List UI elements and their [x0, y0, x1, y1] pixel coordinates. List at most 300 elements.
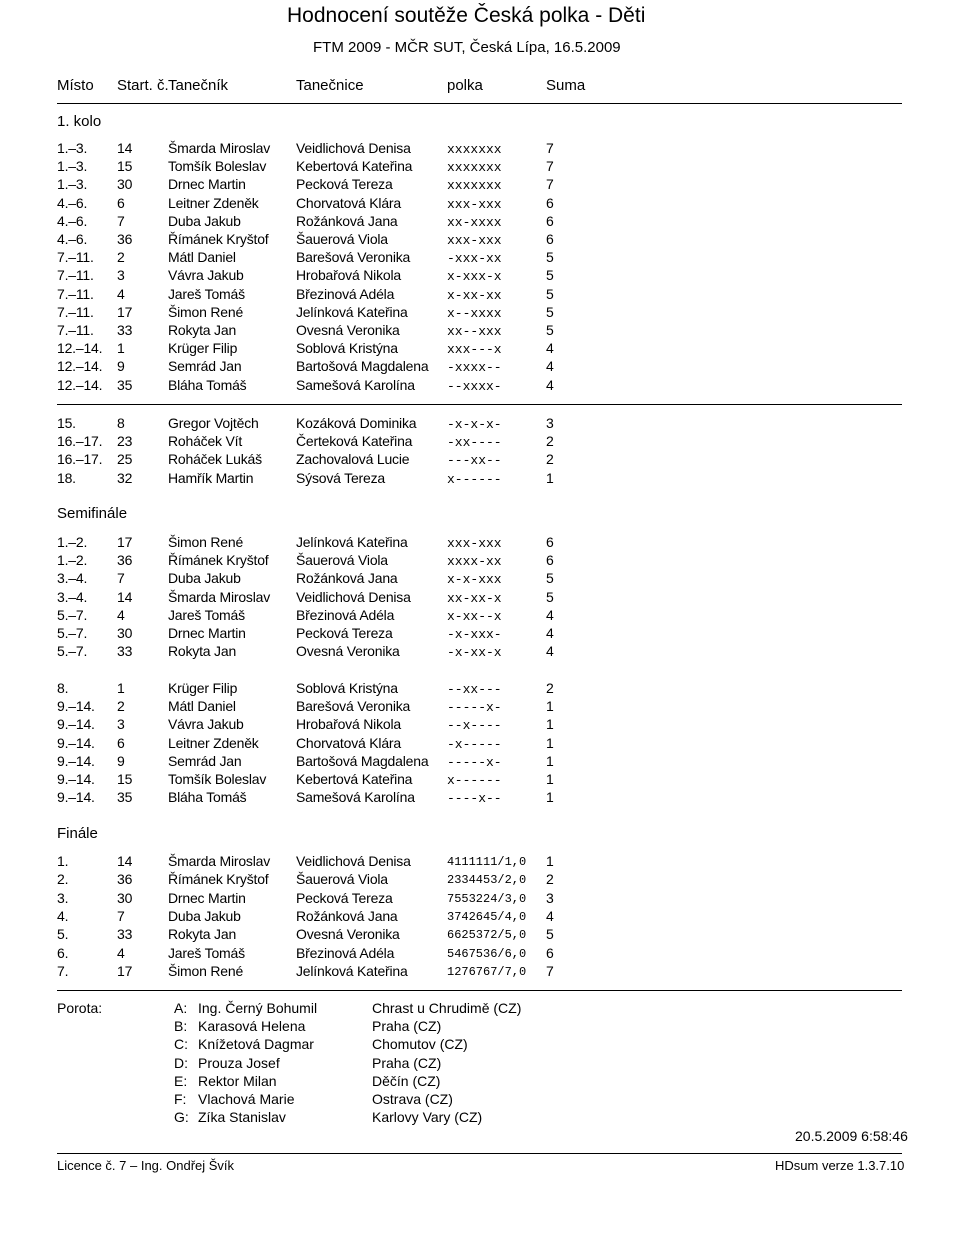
row-marks: --xxxx-	[447, 378, 502, 394]
row-place: 8.	[57, 680, 69, 696]
row-partner: Čerteková Kateřina	[296, 433, 413, 450]
row-start-number: 36	[117, 871, 133, 888]
row-sum: 7	[546, 962, 554, 979]
row-marks: -x-xxx-	[447, 627, 502, 642]
row-place: 1.–3.	[57, 158, 88, 175]
row-place: 7.–11.	[57, 267, 94, 284]
table-row	[0, 890, 960, 908]
judge-letter: C:	[174, 1036, 188, 1053]
row-dancer: Tomšík Boleslav	[168, 771, 267, 787]
row-sum: 7	[546, 140, 554, 156]
row-place: 9.–14.	[57, 789, 95, 806]
row-partner: Kozáková Dominika	[296, 415, 417, 431]
row-marks: --xx---	[447, 682, 502, 697]
table-row	[0, 680, 960, 698]
table-row	[0, 377, 960, 395]
row-sum: 1	[546, 789, 554, 806]
row-partner: Březinová Adéla	[296, 606, 395, 623]
row-sum: 4	[546, 340, 554, 357]
row-dancer: Hamřík Martin	[168, 469, 254, 486]
row-sum: 1	[546, 698, 554, 715]
row-start-number: 30	[117, 889, 133, 906]
row-start-number: 32	[117, 469, 133, 486]
row-dancer: Římánek Kryštof	[168, 552, 269, 569]
row-marks: -x-xx-x	[447, 645, 502, 661]
row-start-number: 25	[117, 451, 133, 468]
row-dancer: Duba Jakub	[168, 907, 241, 924]
judge-row	[0, 1055, 960, 1073]
row-partner: Kebertová Kateřina	[296, 771, 413, 787]
row-sum: 6	[546, 552, 554, 569]
row-sum: 2	[546, 433, 554, 450]
header-sum: Suma	[546, 77, 586, 94]
judge-name: Zíka Stanislav	[198, 1109, 286, 1126]
row-start-number: 9	[117, 358, 125, 375]
section-round1-label: 1. kolo	[57, 113, 102, 130]
table-row	[0, 195, 960, 213]
row-marks: --x----	[447, 718, 502, 734]
row-dancer: Šmarda Miroslav	[168, 853, 271, 869]
footer-version: HDsum verze 1.3.7.10	[775, 1158, 905, 1173]
row-dancer: Krüger Filip	[168, 340, 238, 357]
row-sum: 1	[546, 734, 554, 751]
row-partner: Ovesná Veronika	[296, 322, 400, 338]
judge-name: Knížetová Dagmar	[198, 1036, 314, 1053]
row-place: 7.–11.	[57, 249, 94, 266]
table-row	[0, 286, 960, 304]
table-row	[0, 340, 960, 358]
row-start-number: 14	[117, 853, 133, 869]
row-dancer: Římánek Kryštof	[168, 871, 269, 888]
row-place: 5.–7.	[57, 606, 88, 623]
judge-club: Praha (CZ)	[372, 1054, 442, 1071]
row-partner: Jelínková Kateřina	[296, 962, 408, 979]
row-sum: 5	[546, 249, 554, 266]
row-partner: Veidlichová Denisa	[296, 853, 411, 869]
row-marks: 2334453/2,0	[447, 873, 527, 888]
row-partner: Sýsová Tereza	[296, 469, 385, 486]
row-partner: Soblová Kristýna	[296, 340, 398, 357]
row-marks: x------	[447, 471, 502, 487]
table-row	[0, 735, 960, 753]
row-sum: 5	[546, 588, 554, 605]
row-marks: 5467536/6,0	[447, 946, 527, 961]
row-place: 9.–14.	[57, 771, 95, 787]
row-partner: Veidlichová Denisa	[296, 140, 411, 156]
row-dancer: Gregor Vojtěch	[168, 415, 259, 431]
row-dancer: Jareš Tomáš	[168, 606, 245, 623]
table-row	[0, 267, 960, 285]
judge-club: Ostrava (CZ)	[372, 1091, 453, 1107]
row-start-number: 35	[117, 376, 133, 393]
row-dancer: Mátl Daniel	[168, 249, 236, 266]
row-dancer: Duba Jakub	[168, 570, 241, 587]
table-row	[0, 853, 960, 871]
row-place: 1.	[57, 853, 69, 869]
table-row	[0, 589, 960, 607]
table-row	[0, 963, 960, 981]
table-row	[0, 926, 960, 944]
row-place: 7.–11.	[57, 303, 94, 320]
row-sum: 2	[546, 871, 554, 888]
row-place: 1.–3.	[57, 176, 88, 193]
table-row	[0, 433, 960, 451]
row-place: 12.–14.	[57, 376, 103, 393]
row-place: 3.–4.	[57, 570, 88, 587]
row-sum: 4	[546, 907, 554, 924]
row-sum: 4	[546, 643, 554, 660]
row-sum: 1	[546, 469, 554, 486]
row-marks: xxxxxxx	[447, 142, 502, 157]
row-start-number: 4	[117, 606, 125, 623]
row-start-number: 7	[117, 907, 125, 924]
judge-row	[0, 1018, 960, 1036]
row-start-number: 8	[117, 415, 125, 431]
row-start-number: 35	[117, 789, 133, 806]
row-marks: xxx-xxx	[447, 233, 502, 248]
row-start-number: 30	[117, 625, 133, 641]
row-marks: xx--xxx	[447, 324, 502, 339]
row-sum: 6	[546, 534, 554, 550]
row-place: 5.–7.	[57, 625, 88, 641]
judge-name: Vlachová Marie	[198, 1091, 295, 1107]
row-marks: x------	[447, 773, 502, 788]
row-partner: Hrobařová Nikola	[296, 716, 401, 733]
row-sum: 6	[546, 944, 554, 961]
row-sum: 7	[546, 158, 554, 175]
row-dancer: Šimon René	[168, 303, 244, 320]
row-place: 1.–3.	[57, 140, 88, 156]
row-marks: -xx----	[447, 435, 502, 451]
row-sum: 6	[546, 194, 554, 211]
row-start-number: 2	[117, 249, 125, 266]
row-marks: xxx-xxx	[447, 536, 502, 551]
row-dancer: Bláha Tomáš	[168, 789, 247, 806]
row-partner: Šauerová Viola	[296, 871, 388, 888]
row-sum: 1	[546, 853, 554, 869]
row-dancer: Leitner Zdeněk	[168, 734, 259, 751]
row-marks: xx-xxxx	[447, 214, 502, 230]
row-place: 3.–4.	[57, 588, 88, 605]
row-marks: x-x-xxx	[447, 572, 502, 588]
row-start-number: 33	[117, 926, 133, 943]
judge-club: Chomutov (CZ)	[372, 1036, 468, 1053]
row-sum: 5	[546, 303, 554, 320]
row-place: 3.	[57, 889, 69, 906]
row-sum: 5	[546, 267, 554, 284]
row-partner: Rožánková Jana	[296, 907, 398, 924]
row-start-number: 33	[117, 322, 133, 338]
row-dancer: Semrád Jan	[168, 358, 242, 375]
row-partner: Bartošová Magdalena	[296, 358, 429, 375]
row-partner: Šauerová Viola	[296, 552, 388, 569]
table-row	[0, 771, 960, 789]
row-start-number: 17	[117, 534, 133, 550]
judge-name: Rektor Milan	[198, 1072, 277, 1089]
row-start-number: 7	[117, 212, 125, 229]
row-partner: Samešová Karolína	[296, 376, 415, 393]
row-partner: Chorvatová Klára	[296, 734, 401, 751]
row-start-number: 9	[117, 752, 125, 769]
row-sum: 1	[546, 752, 554, 769]
row-dancer: Šimon René	[168, 534, 244, 550]
row-marks: 7553224/3,0	[447, 891, 527, 906]
row-marks: xx-xx-x	[447, 590, 502, 606]
judge-letter: B:	[174, 1018, 188, 1035]
row-partner: Ovesná Veronika	[296, 643, 400, 660]
row-partner: Soblová Kristýna	[296, 680, 398, 696]
row-place: 4.	[57, 907, 69, 924]
row-marks: 4111111/1,0	[447, 855, 527, 869]
judge-name: Ing. Černý Bohumil	[198, 1000, 318, 1016]
row-start-number: 14	[117, 588, 133, 605]
row-start-number: 23	[117, 433, 133, 450]
row-partner: Pecková Tereza	[296, 176, 393, 193]
table-row	[0, 358, 960, 376]
judges-label: Porota:	[57, 1000, 103, 1016]
row-sum: 5	[546, 926, 554, 943]
row-start-number: 2	[117, 698, 125, 715]
row-dancer: Drnec Martin	[168, 176, 246, 193]
table-row	[0, 698, 960, 716]
row-start-number: 15	[117, 771, 133, 787]
table-row	[0, 415, 960, 433]
table-row	[0, 871, 960, 889]
header-start: Start. č.	[117, 77, 169, 94]
row-place: 2.	[57, 871, 69, 888]
row-sum: 6	[546, 231, 554, 247]
row-dancer: Bláha Tomáš	[168, 376, 247, 393]
row-partner: Březinová Adéla	[296, 285, 395, 302]
row-place: 4.–6.	[57, 194, 88, 211]
row-place: 15.	[57, 415, 76, 431]
row-dancer: Rokyta Jan	[168, 926, 237, 943]
table-row	[0, 789, 960, 807]
judge-name: Karasová Helena	[198, 1018, 306, 1035]
row-sum: 6	[546, 212, 554, 229]
row-marks: x-xxx-x	[447, 269, 502, 285]
row-dancer: Šmarda Miroslav	[168, 140, 271, 156]
row-sum: 4	[546, 376, 554, 393]
table-row	[0, 176, 960, 194]
row-dancer: Šmarda Miroslav	[168, 588, 271, 605]
row-sum: 1	[546, 716, 554, 733]
row-place: 7.–11.	[57, 322, 94, 338]
row-dancer: Drnec Martin	[168, 889, 246, 906]
row-start-number: 1	[117, 340, 125, 357]
row-sum: 5	[546, 570, 554, 587]
table-row	[0, 322, 960, 340]
row-partner: Rožánková Jana	[296, 570, 398, 587]
row-sum: 3	[546, 889, 554, 906]
table-row	[0, 607, 960, 625]
row-dancer: Jareš Tomáš	[168, 944, 245, 961]
row-place: 9.–14.	[57, 716, 95, 733]
row-start-number: 17	[117, 303, 133, 320]
judge-club: Praha (CZ)	[372, 1018, 442, 1035]
row-sum: 4	[546, 358, 554, 375]
table-row	[0, 625, 960, 643]
table-row	[0, 552, 960, 570]
judge-row	[0, 1073, 960, 1091]
judge-letter: A:	[174, 1000, 188, 1016]
row-place: 9.–14.	[57, 698, 95, 715]
row-marks: xxxxxxx	[447, 178, 502, 194]
footer-license: Licence č. 7 – Ing. Ondřej Švík	[57, 1158, 235, 1173]
table-row	[0, 213, 960, 231]
row-start-number: 36	[117, 552, 133, 569]
table-row	[0, 570, 960, 588]
row-start-number: 14	[117, 140, 133, 156]
table-row	[0, 231, 960, 249]
table-row	[0, 534, 960, 552]
table-row	[0, 908, 960, 926]
row-start-number: 15	[117, 158, 133, 175]
table-row	[0, 451, 960, 469]
row-marks: -----x-	[447, 754, 502, 770]
table-row	[0, 140, 960, 158]
judge-club: Děčín (CZ)	[372, 1072, 441, 1089]
row-marks: 6625372/5,0	[447, 928, 527, 943]
judge-letter: F:	[174, 1091, 187, 1107]
header-dancer: Tanečník	[168, 77, 229, 94]
row-marks: -----x-	[447, 700, 502, 716]
row-place: 5.–7.	[57, 643, 88, 660]
round1-divider	[57, 404, 902, 405]
row-dancer: Krüger Filip	[168, 680, 238, 696]
row-dancer: Roháček Vít	[168, 433, 243, 450]
row-partner: Ovesná Veronika	[296, 926, 400, 943]
row-partner: Jelínková Kateřina	[296, 303, 408, 320]
row-start-number: 7	[117, 570, 125, 587]
header-divider	[57, 103, 902, 104]
row-place: 1.–2.	[57, 552, 88, 569]
row-partner: Barešová Veronika	[296, 698, 411, 715]
row-place: 7.–11.	[57, 285, 94, 302]
row-sum: 4	[546, 606, 554, 623]
row-sum: 4	[546, 625, 554, 641]
row-place: 4.–6.	[57, 212, 88, 229]
row-marks: xxxxxxx	[447, 160, 502, 176]
table-row	[0, 945, 960, 963]
row-sum: 1	[546, 771, 554, 787]
table-row	[0, 643, 960, 661]
row-marks: 3742645/4,0	[447, 909, 527, 924]
row-partner: Březinová Adéla	[296, 944, 395, 961]
row-dancer: Duba Jakub	[168, 212, 241, 229]
row-start-number: 3	[117, 267, 125, 284]
row-dancer: Jareš Tomáš	[168, 285, 245, 302]
row-start-number: 3	[117, 716, 125, 733]
table-row	[0, 753, 960, 771]
row-marks: x--xxxx	[447, 305, 502, 321]
judge-row	[0, 1036, 960, 1054]
footer-divider	[57, 1153, 902, 1154]
row-partner: Kebertová Kateřina	[296, 158, 413, 175]
section-semifinal-label: Semifinále	[57, 505, 128, 522]
row-marks: -x-----	[447, 736, 502, 752]
row-sum: 2	[546, 451, 554, 468]
row-partner: Samešová Karolína	[296, 789, 415, 806]
row-sum: 5	[546, 322, 554, 338]
row-marks: ----x--	[447, 791, 502, 807]
row-marks: xxxx-xx	[447, 554, 502, 570]
row-partner: Pecková Tereza	[296, 625, 393, 641]
row-place: 12.–14.	[57, 340, 103, 357]
row-start-number: 4	[117, 285, 125, 302]
row-dancer: Vávra Jakub	[168, 716, 244, 733]
row-start-number: 17	[117, 962, 133, 979]
table-row	[0, 249, 960, 267]
row-start-number: 6	[117, 734, 125, 751]
row-partner: Chorvatová Klára	[296, 194, 401, 211]
row-dancer: Mátl Daniel	[168, 698, 236, 715]
row-place: 4.–6.	[57, 231, 88, 247]
row-partner: Jelínková Kateřina	[296, 534, 408, 550]
judge-club: Karlovy Vary (CZ)	[372, 1109, 483, 1126]
row-place: 5.	[57, 926, 69, 943]
table-row	[0, 304, 960, 322]
row-partner: Barešová Veronika	[296, 249, 411, 266]
row-partner: Pecková Tereza	[296, 889, 393, 906]
row-dancer: Rokyta Jan	[168, 643, 237, 660]
row-place: 1.–2.	[57, 534, 88, 550]
row-marks: x-xx-xx	[447, 287, 502, 303]
row-marks: ---xx--	[447, 453, 502, 469]
row-start-number: 4	[117, 944, 125, 961]
row-place: 9.–14.	[57, 752, 95, 769]
row-place: 7.	[57, 962, 69, 979]
row-partner: Hrobařová Nikola	[296, 267, 401, 284]
row-sum: 2	[546, 680, 554, 696]
row-marks: x-xx--x	[447, 608, 502, 624]
row-dancer: Římánek Kryštof	[168, 231, 269, 247]
final-divider	[57, 990, 902, 991]
judge-letter: G:	[174, 1109, 189, 1126]
row-dancer: Vávra Jakub	[168, 267, 244, 284]
judge-row	[0, 1109, 960, 1127]
judge-club: Chrast u Chrudimě (CZ)	[372, 1000, 522, 1016]
row-start-number: 6	[117, 194, 125, 211]
row-marks: -x-x-x-	[447, 417, 502, 432]
row-marks: xxx-xxx	[447, 196, 502, 212]
row-start-number: 36	[117, 231, 133, 247]
row-partner: Zachovalová Lucie	[296, 451, 410, 468]
header-partner: Tanečnice	[296, 77, 364, 94]
row-sum: 3	[546, 415, 554, 431]
table-row	[0, 716, 960, 734]
row-start-number: 30	[117, 176, 133, 193]
timestamp: 20.5.2009 6:58:46	[795, 1128, 908, 1144]
row-partner: Bartošová Magdalena	[296, 752, 429, 769]
row-place: 16.–17.	[57, 451, 103, 468]
table-row	[0, 158, 960, 176]
row-sum: 7	[546, 176, 554, 193]
row-marks: xxx---x	[447, 342, 502, 358]
row-start-number: 1	[117, 680, 125, 696]
row-partner: Veidlichová Denisa	[296, 588, 411, 605]
judge-letter: E:	[174, 1072, 188, 1089]
row-marks: -xxx-xx	[447, 251, 502, 267]
row-place: 18.	[57, 469, 76, 486]
row-place: 12.–14.	[57, 358, 103, 375]
header-place: Místo	[57, 77, 94, 94]
row-partner: Rožánková Jana	[296, 212, 398, 229]
row-partner: Šauerová Viola	[296, 231, 388, 247]
row-dancer: Rokyta Jan	[168, 322, 237, 338]
row-dancer: Tomšík Boleslav	[168, 158, 267, 175]
row-place: 16.–17.	[57, 433, 103, 450]
